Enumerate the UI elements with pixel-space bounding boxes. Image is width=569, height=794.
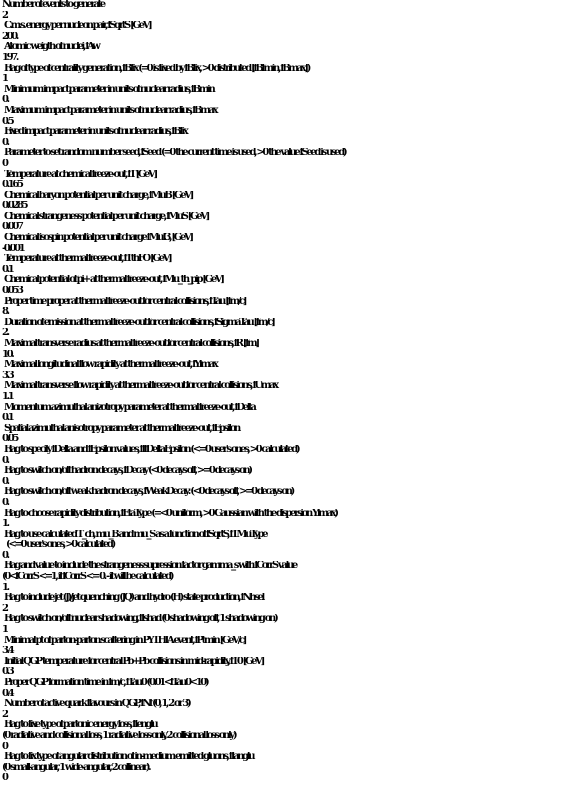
parameter-description: Proper QGP formation time in fm/c, fTau0 (0.01<fTau0<10) xyxy=(4,678,208,688)
parameter-description: Duration of emission at thermal freeze-out for central collisions, fSigmaTau [fm/c] xyxy=(4,317,274,328)
parameter-description: Spatial azimuthal anisotropy parameter at thermal freeze-out, fEpsilon xyxy=(4,423,239,434)
parameter-description: Chemical potential of pi+ at thermal freeze-out, fMu_th_pip [GeV] xyxy=(4,275,223,286)
parameter-value: 0 xyxy=(2,741,7,752)
parameter-value: 0 xyxy=(2,158,7,169)
parameter-value: 0.1 xyxy=(2,413,13,424)
parameter-value: 1 xyxy=(2,625,7,636)
parameter-description: Flag to fix type of angular distribution of in-medium emitted gluons, fIanglu xyxy=(4,752,254,763)
parameter-description: Initial QGP temperature for central Pb+Pb collisions in mid-rapidity, fT0 [GeV] xyxy=(4,656,263,667)
parameter-value: 1. xyxy=(2,519,8,530)
parameter-value: 0.5 xyxy=(2,116,13,127)
parameter-description: Flag to switch on/off weak hadron decays, fWeakDecay: (<0 decays off, >=0 decays on) xyxy=(4,487,293,498)
parameter-value: 0 xyxy=(2,773,7,784)
parameter-value: 0.3 xyxy=(2,667,13,678)
parameter-description: Chemical isospin potential per unit charge fMuI3, [GeV] xyxy=(4,233,192,244)
parameter-value: 0.007 xyxy=(2,222,22,233)
parameter-description: Flag to use calculated T_ch, mu_B and mu_S as a function of fSqrtS, fTMuType xyxy=(4,529,267,540)
parameter-value: (0 radiative and collisional loss, 1 radiative loss only, 2 collisional loss only) xyxy=(2,730,236,741)
parameter-description: Maximum impact parameter in units of nuclear radius, fBmax xyxy=(4,105,217,116)
parameter-value: 0.1 xyxy=(2,264,13,275)
parameter-description: Maximal longitudinal flow rapidity at thermal freeze-out, fYlmax xyxy=(4,360,217,371)
parameter-value: -0.001 xyxy=(2,243,24,254)
parameter-description: Maximal transverse radius at thermal freeze-out for central collisions, fR [fm] xyxy=(4,339,258,349)
parameter-description: Parameter to set random number seed, fSeed (=0 the current time is used, >0 the value fSeed is used) xyxy=(4,148,346,159)
parameter-description: Momentum azimuthal anizotropy parameter at thermal freeze-out, fDelta xyxy=(4,402,255,413)
parameter-value: 1. xyxy=(2,582,8,593)
parameter-value: 2 xyxy=(2,709,7,720)
parameter-value: 2. xyxy=(2,328,8,339)
parameter-description: Fixed impact parameter in units of nuclear radius, fBfix xyxy=(4,127,187,138)
parameter-description: Atomic weigth of nuclei, fAw xyxy=(4,42,99,53)
parameter-value: 0. xyxy=(2,550,8,561)
parameter-description: (<=0 user's ones, >0 calculated) xyxy=(6,540,114,551)
parameter-description: Number of active quark flavours in QGP, fNf (0, 1, 2 or 3) xyxy=(4,699,190,710)
parameter-description: Flag to include jet (J)/jet quenching (JQ) and hydro (H) state production, fNhsel xyxy=(4,593,263,604)
parameter-value: 197. xyxy=(2,52,17,63)
parameter-description: Number of events to generate xyxy=(2,0,104,10)
parameter-value: 3.4 xyxy=(2,646,13,657)
parameter-description: Chemical baryon potential per unit charge, fMuB [GeV] xyxy=(4,190,193,201)
parameter-value: 0. xyxy=(2,137,8,148)
parameter-description: Minimum impact parameter in units of nuclear radius, fBmin xyxy=(4,84,214,95)
parameter-value: 1.1 xyxy=(2,391,13,402)
parameter-value: 0. xyxy=(2,95,8,106)
parameter-value: 0. xyxy=(2,476,8,487)
parameter-description: Maximal transverse flow rapidity at thermal freeze-out for central collisions, fUmax xyxy=(4,381,277,392)
parameter-description: Flag and value to include the strangeness supression factor gamma_s with fCorrS value xyxy=(4,561,296,572)
parameter-value: 3.3 xyxy=(2,370,13,381)
parameter-value: (0<fCorrS <=1, if fCorrS <= 0. - it will be calculated) xyxy=(2,572,173,583)
parameter-value: 2 xyxy=(2,603,7,614)
parameter-description: Flag of type of centrality generation, fBfix (=0 is fixed by fBfix, >0 distributed [fBfmin, fBmax]) xyxy=(4,63,310,74)
parameter-value: 0.0285 xyxy=(2,201,27,212)
parameter-description: Flag to specify fDelta and fEpsilon values, fIfDeltaEpsilon (<=0 user's ones, >0 calculated) xyxy=(4,444,299,455)
parameter-value: 200. xyxy=(2,31,17,42)
parameter-description: Flag to switch on/off hadron decays, fDecay (<0 decays off, >=0 decays on) xyxy=(4,466,251,477)
parameter-value: 2 xyxy=(2,10,7,21)
parameter-description: Flag to choose rapidity distribution, fEtaType (=<0 uniform, >0 Gaussian with the dispersion Ylmax) xyxy=(4,508,337,519)
parameter-value: 0. xyxy=(2,497,8,508)
parameter-value: 0.165 xyxy=(2,180,22,191)
parameter-description: Flag to fixe type of partonic energy loss, fIenglu xyxy=(4,720,157,731)
parameter-description: Flag to switch on/off nuclear shadowing, fIshad (0 shadowing off, 1 shadowing on) xyxy=(4,614,277,625)
parameter-description: Minimal pt of parton-parton scattering in PYTHIA event, fPtmin [GeV/c] xyxy=(4,635,246,646)
parameter-description: C.m.s. energy per nucleon pair, fSqrtS [GeV] xyxy=(4,21,151,32)
parameter-value: 0. xyxy=(2,455,8,466)
parameter-description: Proper time proper at thermal freeze-out for central collisions, fTau [fm/c] xyxy=(4,296,246,307)
parameter-value: 0.4 xyxy=(2,688,13,699)
parameter-value: (0 small-angular, 1 wide-angular, 2 collinear). xyxy=(2,762,150,773)
parameter-description: Temperature at thermal freeze-out, fTthFO [GeV] xyxy=(4,254,171,265)
parameter-value: 0.053 xyxy=(2,286,22,297)
parameter-value: 1 xyxy=(2,74,7,85)
parameter-description: Chemical strangeness potential per unit charge, fMuS [GeV] xyxy=(4,211,209,222)
parameter-value: 8. xyxy=(2,307,8,318)
parameter-value: 10. xyxy=(2,349,13,360)
parameter-value: 0.05 xyxy=(2,434,17,445)
parameter-description: Temperature at chemical freeze-out, fT [GeV] xyxy=(4,169,156,180)
